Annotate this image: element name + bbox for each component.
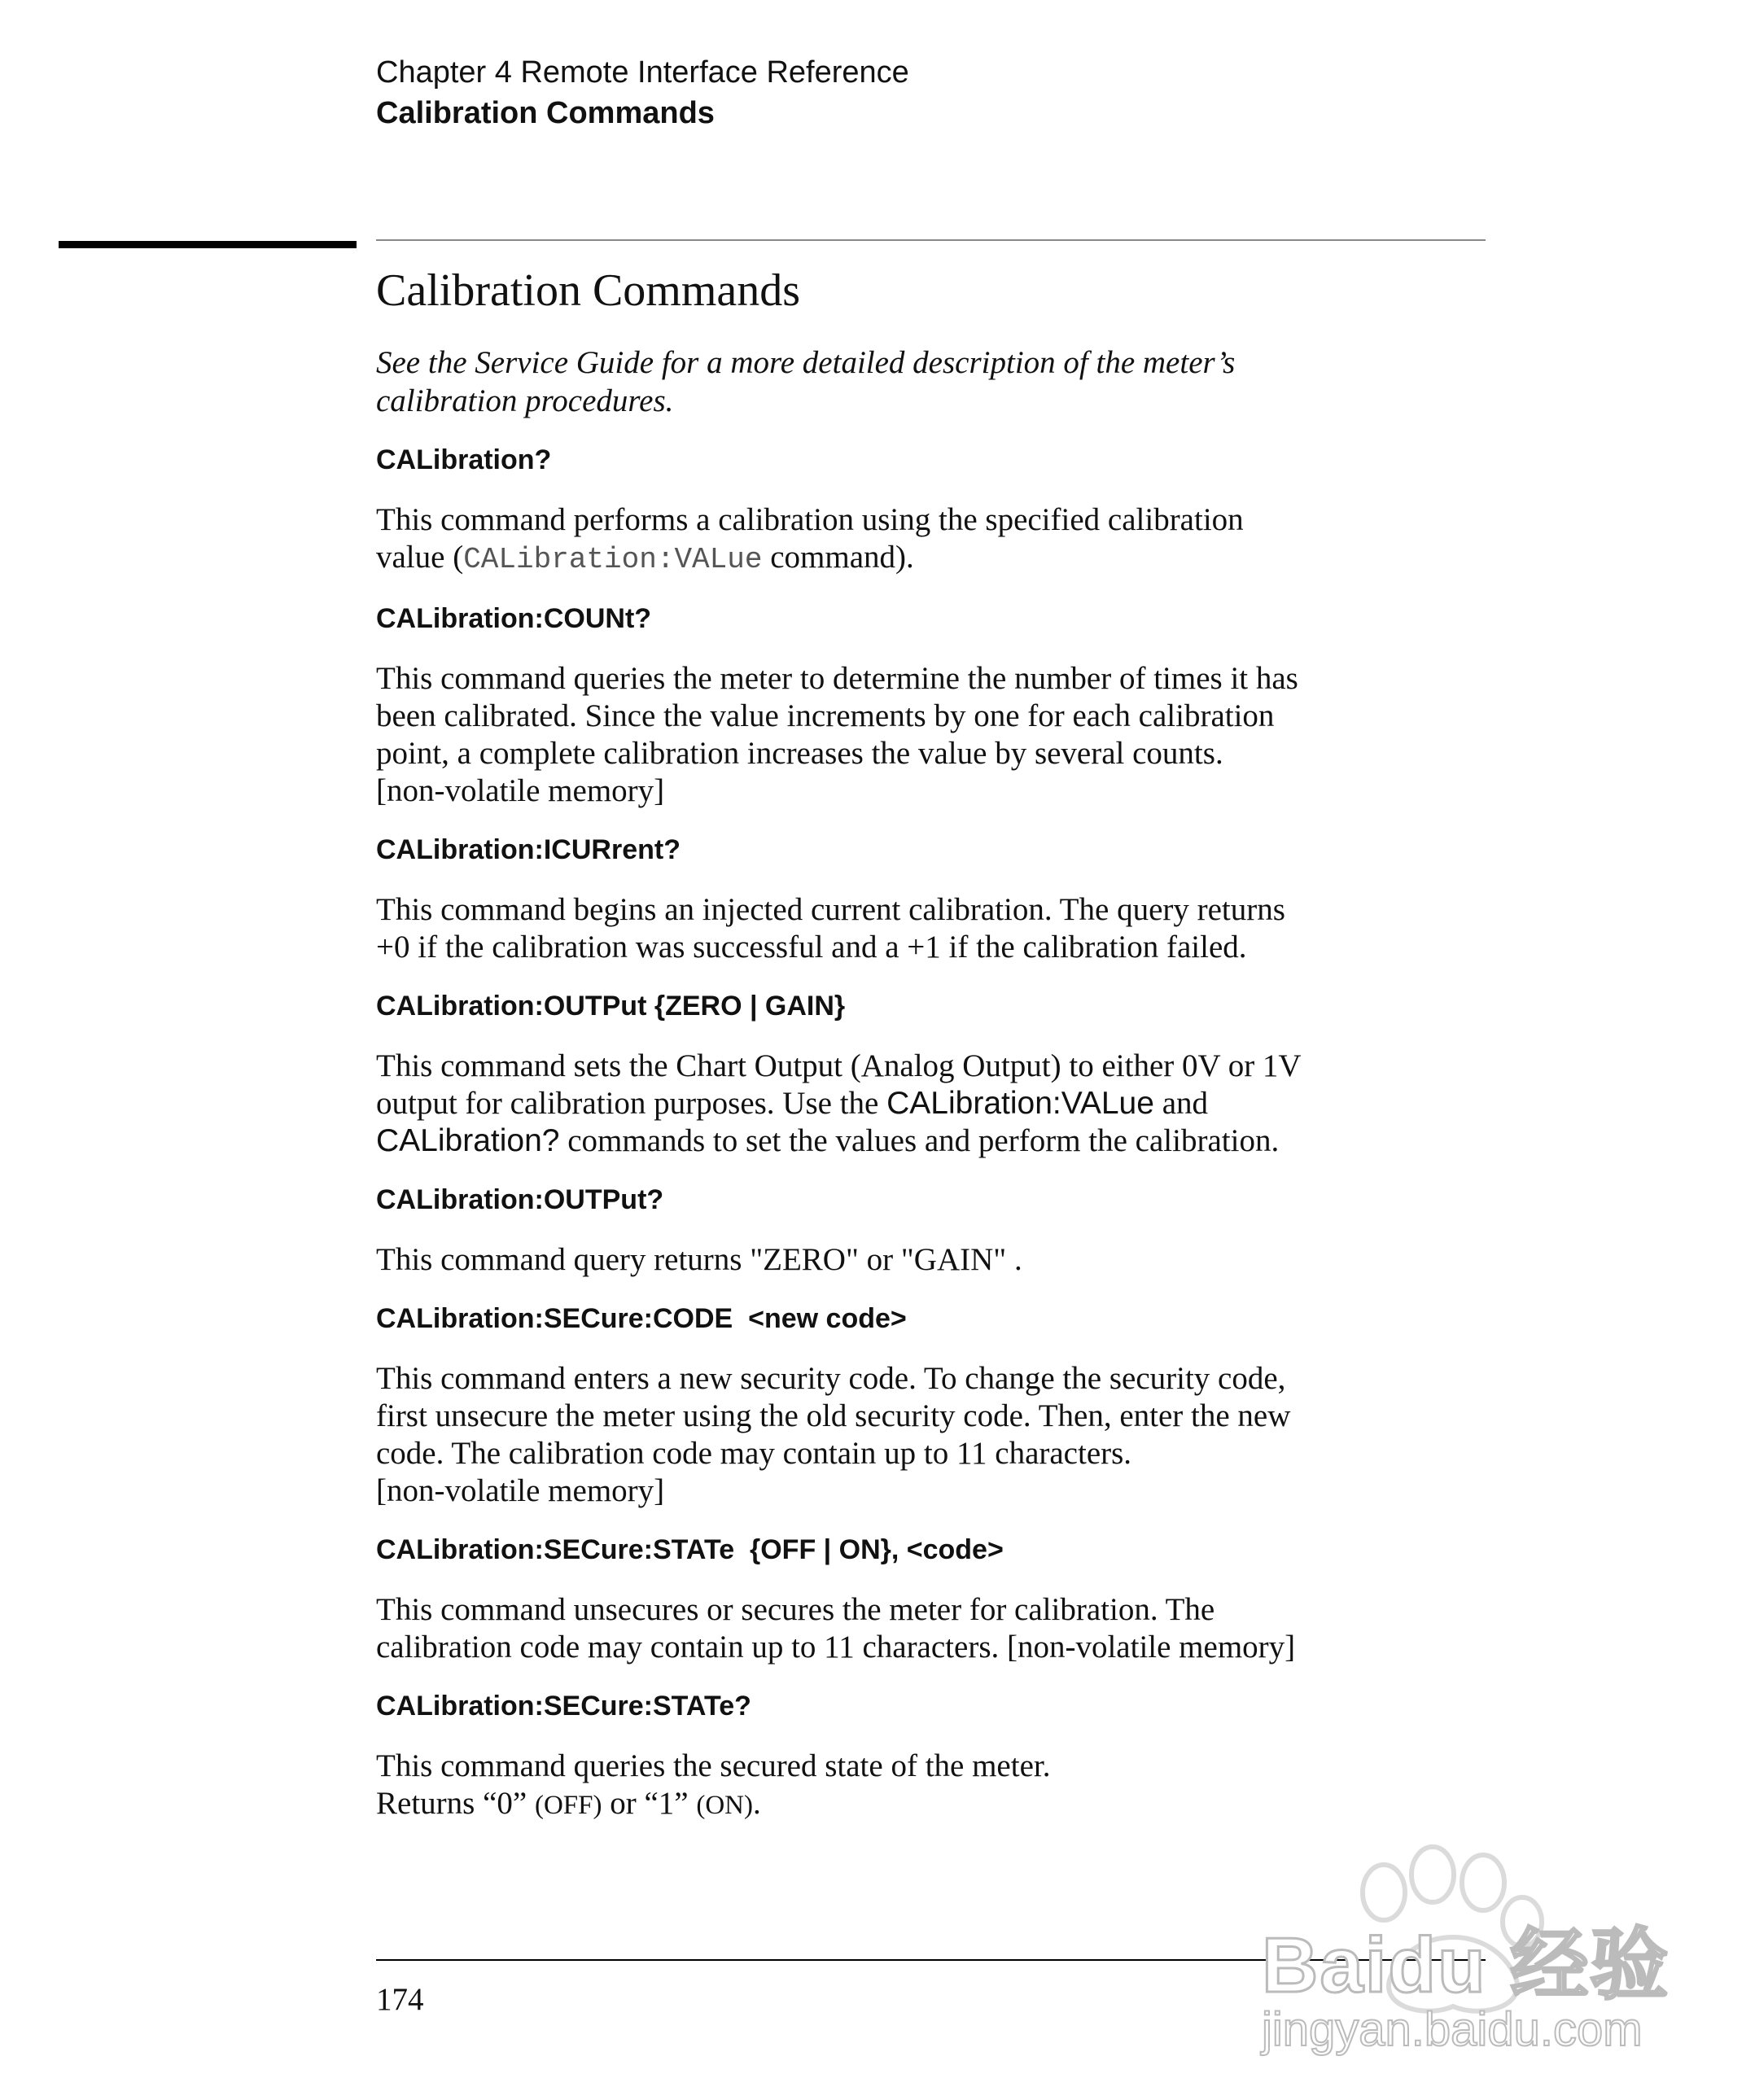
command-description bbox=[376, 1048, 1516, 1160]
desc-text: . bbox=[753, 1786, 761, 1821]
command-description: This command begins an injected current calibration. The query returns +0 if the calibration was successful and a +1 if the calibration failed. bbox=[376, 892, 1285, 965]
watermark-url: jingyan.baidu.com bbox=[1262, 2003, 1643, 2056]
page-number: 174 bbox=[376, 1982, 424, 2017]
command-heading: CALibration:OUTPut? bbox=[376, 1184, 664, 1215]
chapter-title: Chapter 4 Remote Interface Reference bbox=[376, 55, 909, 90]
state-label: (ON) bbox=[696, 1791, 753, 1820]
inline-command: CALibration? bbox=[376, 1123, 560, 1158]
desc-text: This command queries the secured state of the meter. Returns “0” bbox=[376, 1748, 1051, 1821]
section-divider bbox=[376, 239, 1486, 241]
desc-text: and bbox=[1162, 1086, 1208, 1121]
command-heading: CALibration? bbox=[376, 444, 552, 475]
inline-code: CALibration:VALue bbox=[463, 543, 763, 576]
command-heading: CALibration:OUTPut {ZERO | GAIN} bbox=[376, 991, 846, 1022]
command-heading: CALibration:SECure:STATe? bbox=[376, 1691, 751, 1722]
desc-text: commands to set the values and perform the calibration. bbox=[559, 1123, 1280, 1158]
desc-text: command). bbox=[762, 540, 914, 575]
page-title: Calibration Commands bbox=[376, 265, 801, 316]
command-heading: CALibration:SECure:CODE <new code> bbox=[376, 1303, 907, 1334]
desc-text: or “1” bbox=[602, 1786, 697, 1821]
command-description: This command unsecures or secures the meter for calibration. The calibration code may contain up to 11 characters. [non-volatile memory] bbox=[376, 1592, 1296, 1665]
command-heading: CALibration:ICURrent? bbox=[376, 834, 681, 865]
running-header bbox=[376, 52, 909, 133]
intro-text: See the Service Guide for a more detailed description of the meter’s calibration procedures. bbox=[376, 345, 1236, 418]
section-name: Calibration Commands bbox=[376, 96, 715, 130]
command-description: This command query returns "ZERO" or "GAIN" . bbox=[376, 1242, 1022, 1277]
section-marker-rule bbox=[59, 241, 357, 248]
inline-command: CALibration:VALue bbox=[886, 1086, 1154, 1121]
command-description: This command enters a new security code. To change the security code, first unsecure the meter using the old security code. Then, enter the new code. The calibration code may contain up to 11 characters. [non-volatile memory] bbox=[376, 1361, 1291, 1508]
command-description bbox=[376, 1748, 1516, 1824]
desc-text: This command performs a calibration using the specified calibration value ( bbox=[376, 502, 1244, 575]
desc-text: This command sets the Chart Output (Analog Output) to either 0V or 1V output for calibration purposes. Use the bbox=[376, 1048, 1302, 1121]
command-description: This command queries the meter to determine the number of times it has been calibrated. Since the value increments by one for each calibration point, a complete calibration increases the value by several counts. [non-volatile memory] bbox=[376, 661, 1298, 808]
command-list bbox=[376, 440, 1516, 1844]
command-description bbox=[376, 501, 1516, 579]
command-heading: CALibration:SECure:STATe {OFF | ON}, <code> bbox=[376, 1534, 1004, 1565]
intro-note bbox=[376, 343, 1516, 420]
command-heading: CALibration:COUNt? bbox=[376, 603, 652, 634]
watermark-brand: Baidu 经验 bbox=[1262, 1922, 1670, 2009]
state-label: (OFF) bbox=[534, 1791, 602, 1820]
